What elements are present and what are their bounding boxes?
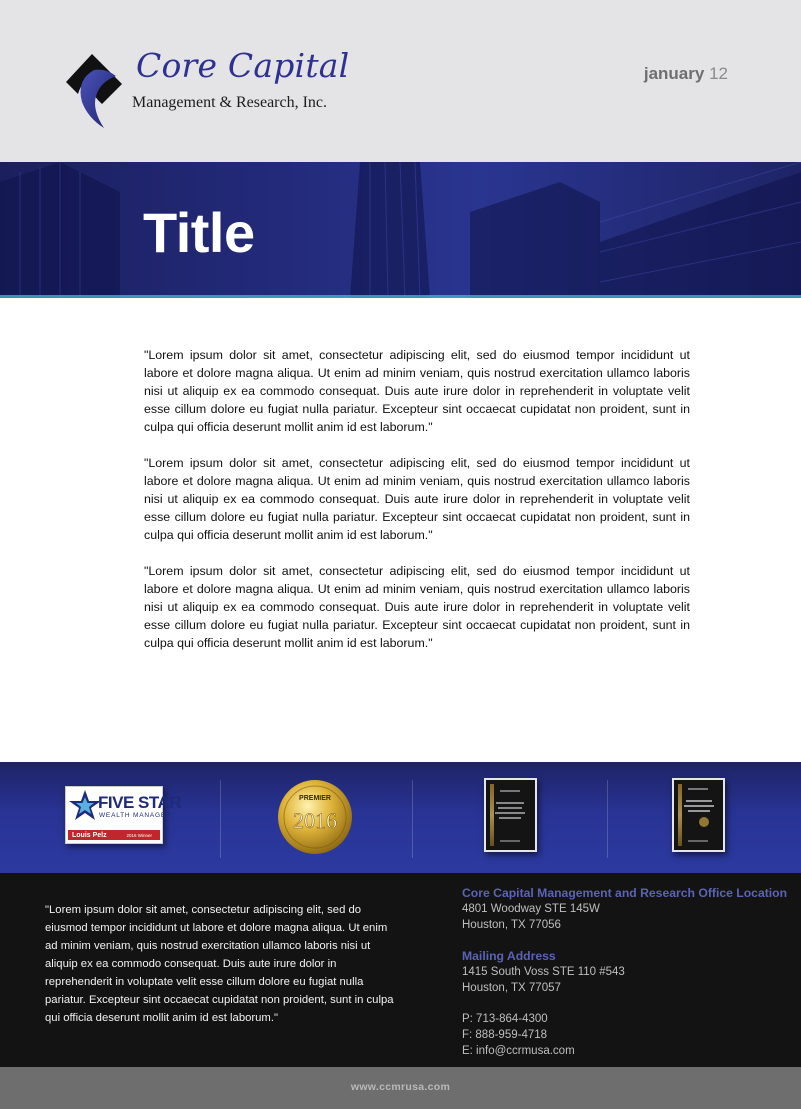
mailing-address-line-1: 1415 South Voss STE 110 #543 [462,966,625,978]
skyline-image [0,162,801,298]
five-star-title: FIVE STAR [98,793,182,812]
issue-date [644,64,728,84]
paragraph-1: "Lorem ipsum dolor sit amet, consectetur adipiscing elit, sed do eiusmod tempor incididunt ut labore et dolore magna aliqua. Ut enim ad minim veniam, quis nostrud exercitation ullamco laboris nisi ut aliquip ex ea commodo consequat. Duis aute irure dolor in reprehenderit in voluptate velit esse cillum dolore eu fugiat nulla pariatur. Excepteur sint occaecat cupidatat non proident, sunt in culpa qui officia deserunt mollit anim id est laborum." [144,348,690,434]
brand-subtitle: Management & Research, Inc. [132,94,328,111]
seal-label: PREMIER [299,795,331,802]
banner-accent-line [0,295,801,298]
spacer [462,996,792,1011]
fax-number: F: 888-959-4718 [462,1029,548,1041]
brand-name: Core Capital [136,46,350,85]
paragraph-2: "Lorem ipsum dolor sit amet, consectetur adipiscing elit, sed do eiusmod tempor incididunt ut labore et dolore magna aliqua. Ut enim ad minim veniam, quis nostrud exercitation ullamco laboris nisi ut aliquip ex ea commodo consequat. Duis aute irure dolor in reprehenderit in voluptate velit esse cillum dolore eu fugiat nulla pariatur. Excepteur sint occaecat cupidatat non proident, sunt in culpa qui officia deserunt mollit anim id est laborum." [144,456,690,542]
five-star-award-badge [65,786,182,844]
page-header [0,0,801,162]
office-address-line-2: Houston, TX 77056 [462,919,561,931]
mailing-heading: Mailing Address [462,949,556,963]
five-star-subtitle: WEALTH MANAGER [99,812,172,819]
phone-number: P: 713-864-4300 [462,1013,548,1025]
company-logo[interactable] [64,44,350,134]
website-link[interactable]: www.ccmrusa.com [350,1081,451,1093]
office-heading: Core Capital Management and Research Office Location [462,886,788,900]
main-content [144,346,690,670]
star-icon [68,789,102,823]
title-banner [0,162,801,298]
award-book-cover [672,778,725,852]
book-cover-art-icon [486,780,535,850]
awards-divider [607,780,608,858]
office-address-line-1: 4801 Woodway STE 145W [462,903,600,915]
logo-mark-icon [64,50,134,130]
awards-divider [412,780,413,858]
seal-year: 2016 [293,808,337,833]
award-book-cover [484,778,537,852]
contact-info [462,885,792,1059]
contact-footer [0,873,801,1067]
website-bar [0,1067,801,1109]
awards-band [0,762,801,873]
email-address[interactable]: E: info@ccrmusa.com [462,1045,575,1057]
five-star-winner-year: 2016 Winner [126,833,152,838]
spacer [462,933,792,948]
awards-divider [220,780,221,858]
mailing-address-line-2: Houston, TX 77057 [462,982,561,994]
date-day: 12 [709,64,728,83]
date-month: january [643,64,705,83]
paragraph-3: "Lorem ipsum dolor sit amet, consectetur adipiscing elit, sed do eiusmod tempor incididunt ut labore et dolore magna aliqua. Ut enim ad minim veniam, quis nostrud exercitation ullamco laboris nisi ut aliquip ex ea commodo consequat. Duis aute irure dolor in reprehenderit in voluptate velit esse cillum dolore eu fugiat nulla pariatur. Excepteur sint occaecat cupidatat non proident, sunt in culpa qui officia deserunt mollit anim id est laborum." [144,564,690,650]
footer-quote: "Lorem ipsum dolor sit amet, consectetur adipiscing elit, sed do eiusmod tempor incididunt ut labore et dolore magna aliqua. Ut enim ad minim veniam, quis nostrud exercitation ullamco laboris nisi ut aliquip ex ea commodo consequat. Duis aute irure dolor in reprehenderit in voluptate velit esse cillum dolore eu fugiat nulla pariatur. Excepteur sint occaecat cupidatat non proident, sunt in culpa qui officia deserunt mollit anim id est laborum." [45,904,394,1024]
premier-seal-badge [276,778,354,856]
gold-seal-icon [276,778,354,856]
book-cover-art-icon [674,780,723,850]
page-title: Title [143,201,255,264]
five-star-winner-name: Louis Pelz [72,832,107,839]
